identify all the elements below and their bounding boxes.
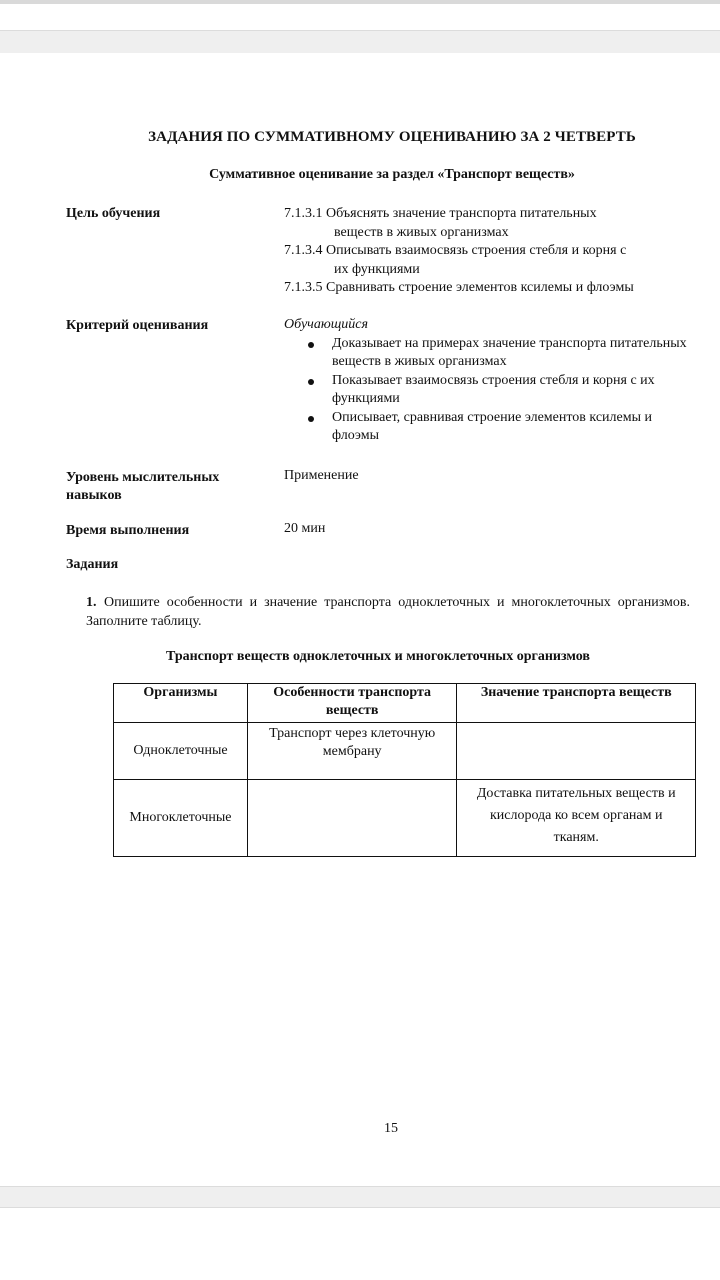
bullet-icon — [308, 342, 314, 348]
table-header-cell: Организмы — [114, 684, 248, 723]
table-cell: Транспорт через клеточную мембрану — [247, 723, 457, 780]
time-label: Время выполнения — [66, 523, 190, 538]
document-title: ЗАДАНИЯ ПО СУММАТИВНОМУ ОЦЕНИВАНИЮ ЗА 2 ЧЕТВЕРТЬ — [148, 129, 636, 145]
goal-line: 7.1.3.1 Объяснять значение транспорта питательных — [284, 206, 597, 221]
time-value: 20 мин — [284, 521, 326, 536]
criteria-list — [284, 335, 692, 446]
table-header-cell: Значение транспорта веществ — [457, 684, 696, 723]
table-cell: Доставка питательных веществ и кислорода ко всем органам и тканям. — [457, 780, 696, 857]
table-row — [114, 780, 696, 857]
table-row — [114, 723, 696, 780]
transport-table — [113, 683, 696, 857]
criteria-label: Критерий оценивания — [66, 318, 209, 333]
table-cell — [457, 723, 696, 780]
page-number: 15 — [384, 1121, 398, 1136]
document-subtitle: Суммативное оценивание за раздел «Транспорт веществ» — [209, 167, 575, 182]
task-text: Опишите особенности и значение транспорта одноклеточных и многоклеточных организмов. Заполните таблицу. — [86, 595, 690, 629]
goal-value — [284, 205, 634, 298]
goal-line: веществ в живых организмах — [334, 224, 509, 240]
table-cell: Многоклеточные — [114, 780, 248, 857]
bullet-icon — [308, 379, 314, 385]
document-page — [0, 53, 720, 1186]
goal-line: их функциями — [334, 261, 420, 277]
task-1 — [86, 593, 690, 631]
criteria-item: Описывает, сравнивая строение элементов ксилемы и флоэмы — [284, 409, 692, 446]
table-header-cell: Особенности транспорта веществ — [247, 684, 457, 723]
tasks-heading: Задания — [66, 557, 119, 572]
criteria-item: Доказывает на примерах значение транспорта питательных веществ в живых организмах — [284, 335, 692, 372]
criteria-item: Показывает взаимосвязь строения стебля и корня с их функциями — [284, 372, 692, 409]
goal-label: Цель обучения — [66, 206, 161, 221]
viewer-top-bar — [0, 0, 720, 4]
criteria-intro: Обучающийся — [284, 317, 369, 332]
bullet-icon — [308, 416, 314, 422]
task-number: 1. — [86, 595, 97, 610]
table-header-row — [114, 684, 696, 723]
page-separator-top — [0, 30, 720, 54]
skills-label: Уровень мыслительных навыков — [66, 470, 220, 503]
goal-line: 7.1.3.5 Сравнивать строение элементов ксилемы и флоэмы — [284, 280, 634, 295]
table-cell: Одноклеточные — [114, 723, 248, 780]
page-separator-bottom — [0, 1186, 720, 1208]
skills-value: Применение — [284, 468, 359, 483]
goal-line: 7.1.3.4 Описывать взаимосвязь строения стебля и корня с — [284, 243, 627, 258]
table-title: Транспорт веществ одноклеточных и многоклеточных организмов — [166, 649, 590, 664]
criteria-value — [284, 316, 692, 446]
table-cell — [247, 780, 457, 857]
